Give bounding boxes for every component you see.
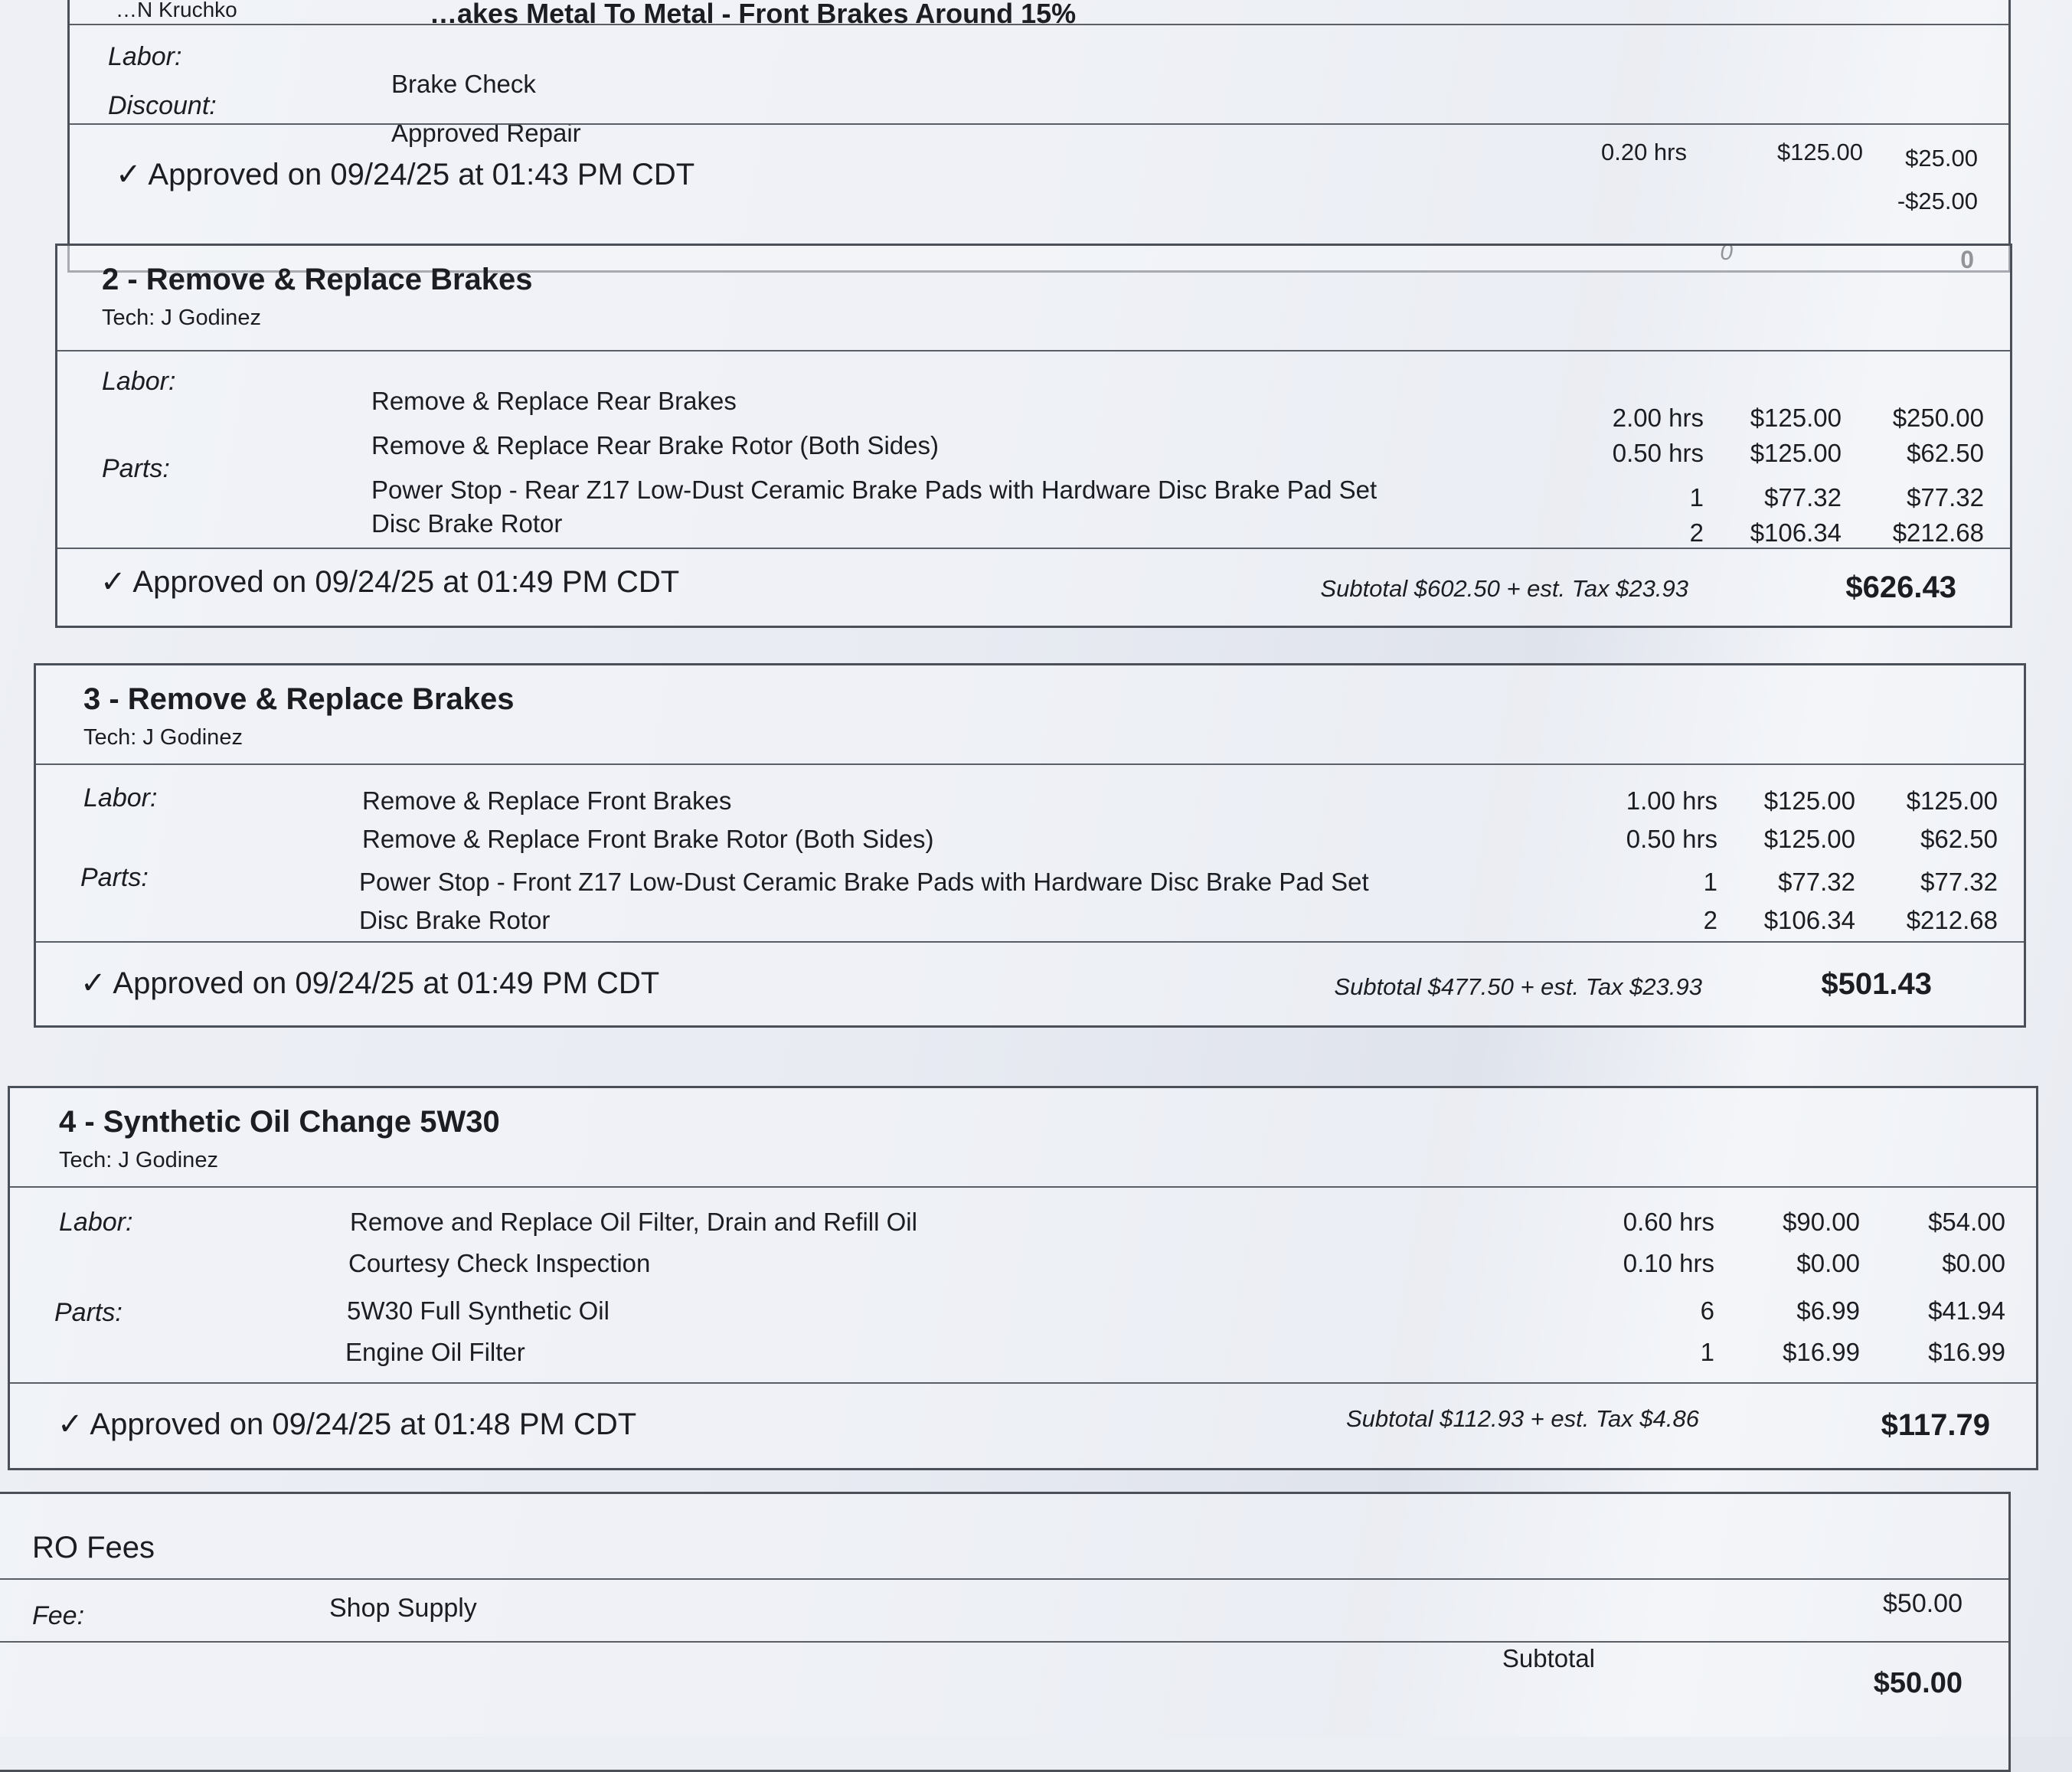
labor-desc: Brake Check [391, 70, 536, 98]
labor-line [57, 431, 2010, 471]
job-2-subtotal: Subtotal $602.50 + est. Tax $23.93 [1320, 575, 1688, 602]
job-2-approved: ✓ Approved on 09/24/25 at 01:49 PM CDT [100, 565, 680, 599]
job-2-section [55, 244, 2012, 628]
labor-rate: $125.00 [1776, 139, 1863, 165]
line-amount: $62.50 [1907, 439, 1984, 467]
job-4-tech: Tech: J Godinez [59, 1148, 218, 1172]
divider [70, 24, 2008, 25]
fee-label: Fee: [32, 1601, 85, 1630]
line-rate: $125.00 [1750, 404, 1842, 432]
labor-line [57, 387, 2010, 432]
line-desc: Power Stop - Rear Z17 Low-Dust Ceramic Brake Pads with Hardware Disc Brake Pad Set [371, 476, 1378, 504]
line-desc: Engine Oil Filter [345, 1338, 525, 1366]
job-3-header [36, 665, 2024, 765]
line-qty: 2 [1703, 906, 1717, 934]
job-2-header [57, 246, 2010, 351]
line-qty: 6 [1700, 1296, 1714, 1325]
job-4-subtotal: Subtotal $112.93 + est. Tax $4.86 [1345, 1405, 1699, 1432]
line-rate: $125.00 [1750, 439, 1842, 467]
line-rate: $125.00 [1763, 786, 1855, 815]
line-amount: $77.32 [1920, 868, 1998, 896]
parts-label: Parts: [80, 863, 149, 892]
line-desc: Power Stop - Front Z17 Low-Dust Ceramic Brake Pads with Hardware Disc Brake Pad Set [359, 868, 1369, 896]
job-3-section [34, 663, 2026, 1028]
line-desc: Courtesy Check Inspection [348, 1249, 651, 1277]
line-amount: $125.00 [1906, 786, 1998, 815]
line-desc: 5W30 Full Synthetic Oil [347, 1296, 610, 1325]
job-3-title: 3 - Remove & Replace Brakes [83, 682, 515, 716]
ro-fees-title: RO Fees [32, 1531, 155, 1564]
labor-amount: $25.00 [1905, 145, 1978, 172]
ro-fee-row [0, 1578, 2008, 1643]
labor-label: Labor: [59, 1208, 133, 1237]
part-line [10, 1296, 2036, 1336]
job-3-footer [36, 943, 2024, 1025]
line-qty: 0.10 hrs [1623, 1249, 1714, 1277]
job-1-tech: …N Kruchko [116, 0, 237, 21]
parts-label: Parts: [54, 1298, 123, 1327]
fee-desc: Shop Supply [329, 1594, 477, 1623]
job-4-footer [10, 1384, 2036, 1468]
line-rate: $16.99 [1783, 1338, 1860, 1366]
line-qty: 1 [1703, 868, 1717, 896]
discount-amount: -$25.00 [1897, 188, 1978, 214]
line-rate: $0.00 [1796, 1249, 1860, 1277]
part-line [36, 868, 2024, 907]
job-1-approved: ✓ Approved on 09/24/25 at 01:43 PM CDT [116, 158, 695, 191]
line-qty: 0.50 hrs [1612, 439, 1704, 467]
line-qty: 1 [1689, 483, 1704, 512]
line-qty: 0.60 hrs [1623, 1208, 1714, 1236]
labor-label: Labor: [102, 367, 176, 396]
divider [70, 123, 2008, 125]
labor-label: Labor: [108, 42, 182, 71]
line-amount: $16.99 [1928, 1338, 2005, 1366]
labor-line [10, 1249, 2036, 1289]
job-4-approved: ✓ Approved on 09/24/25 at 01:48 PM CDT [57, 1407, 637, 1441]
labor-line [36, 786, 2024, 826]
ro-fees-header [0, 1494, 2008, 1580]
labor-line [36, 825, 2024, 865]
job-2-tech: Tech: J Godinez [102, 306, 261, 330]
line-rate: $90.00 [1783, 1208, 1860, 1236]
line-qty: 0.50 hrs [1626, 825, 1717, 853]
line-amount: $54.00 [1928, 1208, 2005, 1236]
line-rate: $77.32 [1778, 868, 1855, 896]
labor-line [10, 1208, 2036, 1247]
job-4-total: $117.79 [1881, 1408, 1990, 1442]
line-qty: 2 [1689, 518, 1704, 547]
line-desc: Remove & Replace Rear Brakes [371, 387, 737, 415]
ro-fees-subtotal-label: Subtotal [1502, 1644, 1595, 1672]
line-amount: $62.50 [1920, 825, 1998, 853]
line-qty: 2.00 hrs [1612, 404, 1704, 432]
line-rate: $125.00 [1763, 825, 1855, 853]
labor-hrs: 0.20 hrs [1600, 139, 1687, 165]
job-1-section [67, 0, 2011, 273]
line-desc: Disc Brake Rotor [371, 509, 563, 538]
line-qty: 1.00 hrs [1626, 786, 1717, 815]
line-desc: Remove & Replace Front Brake Rotor (Both Sides) [362, 825, 934, 853]
ro-fees-section [0, 1492, 2011, 1772]
job-3-approved: ✓ Approved on 09/24/25 at 01:49 PM CDT [80, 966, 660, 1000]
line-desc: Remove and Replace Oil Filter, Drain and Refill Oil [350, 1208, 917, 1236]
job-3-total: $501.43 [1821, 967, 1932, 1001]
labor-label: Labor: [83, 783, 158, 812]
job-4-header [10, 1088, 2036, 1188]
part-line [10, 1338, 2036, 1378]
line-amount: $77.32 [1907, 483, 1984, 512]
job-2-total: $626.43 [1845, 571, 1956, 604]
fee-amount: $50.00 [1883, 1589, 1963, 1618]
line-rate: $106.34 [1750, 518, 1842, 547]
ro-fees-subtotal-amount: $50.00 [1873, 1667, 1963, 1699]
line-amount: $0.00 [1942, 1249, 2005, 1277]
line-amount: $250.00 [1892, 404, 1984, 432]
line-rate: $77.32 [1764, 483, 1842, 512]
part-line [36, 906, 2024, 946]
line-qty: 1 [1700, 1338, 1714, 1366]
job-4-section [8, 1086, 2038, 1470]
discount-desc: Approved Repair [391, 119, 581, 147]
line-amount: $212.68 [1906, 906, 1998, 934]
job-2-footer [57, 549, 2010, 626]
line-desc: Remove & Replace Rear Brake Rotor (Both Sides) [371, 431, 939, 459]
line-desc: Remove & Replace Front Brakes [362, 786, 732, 815]
job-2-title: 2 - Remove & Replace Brakes [102, 263, 533, 296]
job-3-tech: Tech: J Godinez [83, 725, 243, 750]
line-rate: $6.99 [1796, 1296, 1860, 1325]
job-3-subtotal: Subtotal $477.50 + est. Tax $23.93 [1334, 973, 1702, 1000]
line-amount: $41.94 [1928, 1296, 2005, 1325]
line-desc: Disc Brake Rotor [359, 906, 551, 934]
line-rate: $106.34 [1763, 906, 1855, 934]
job-3-lines [36, 765, 2024, 943]
job-4-lines [10, 1188, 2036, 1384]
parts-label: Parts: [102, 454, 170, 483]
line-amount: $212.68 [1892, 518, 1984, 547]
job-2-lines [57, 351, 2010, 549]
discount-label: Discount: [108, 91, 217, 120]
job-1-title: …akes Metal To Metal - Front Brakes Around 15% [430, 0, 1077, 29]
job-4-title: 4 - Synthetic Oil Change 5W30 [59, 1105, 500, 1139]
part-line [57, 509, 2010, 549]
